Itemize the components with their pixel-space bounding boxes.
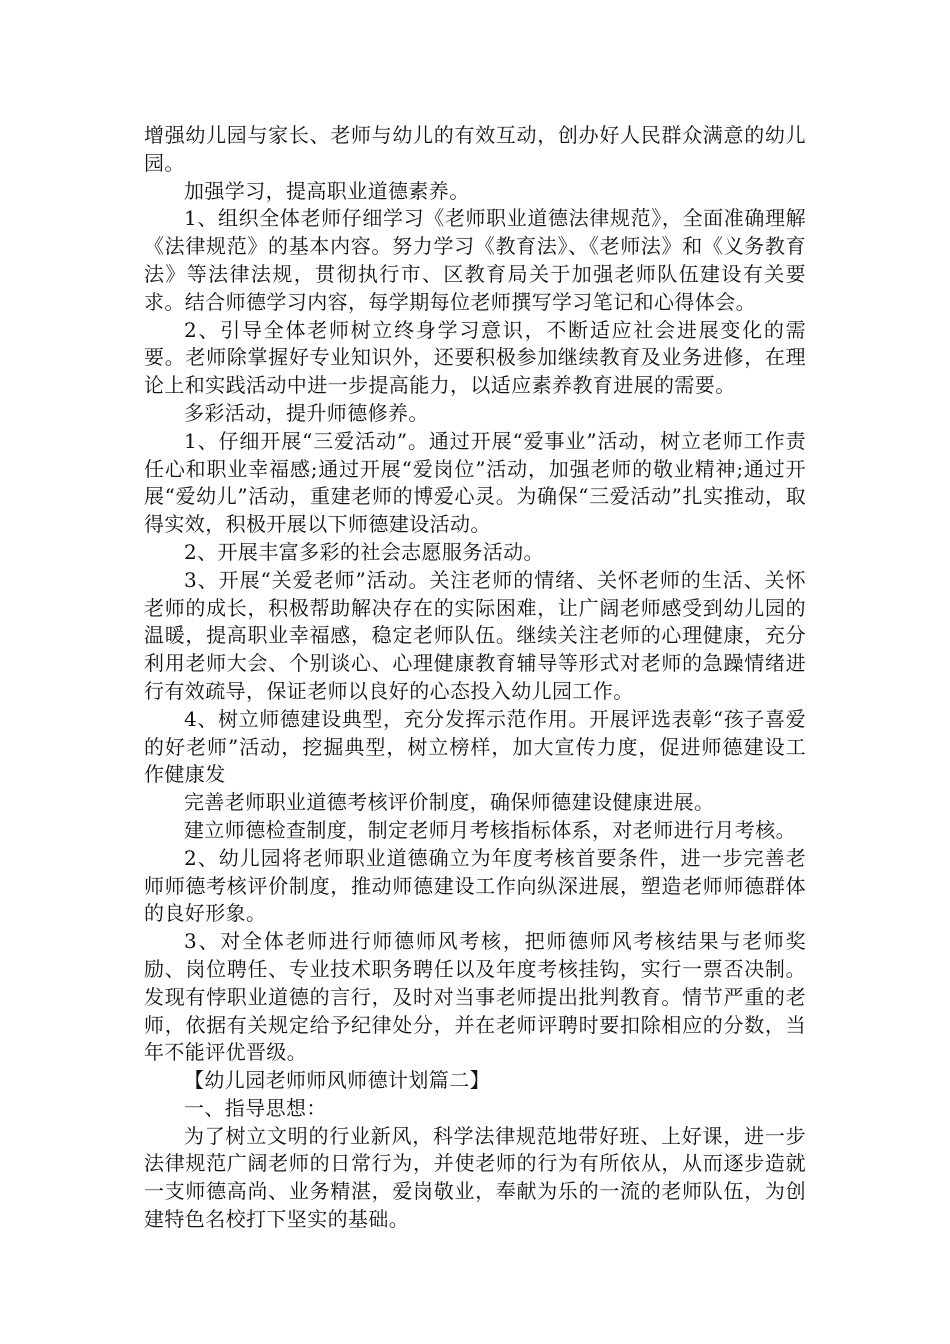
paragraph-9: 4、树立师德建设典型，充分发挥示范作用。开展评选表彰“孩子喜爱的好老师”活动，挖掘典型，树立榜样，加大宣传力度，促进师德建设工作健康发 [144, 706, 806, 787]
paragraph-6: 1、仔细开展“三爱活动”。通过开展“爱事业”活动，树立老师工作责任心和职业幸福感;通过开展“爱岗位”活动，加强老师的敬业精神;通过开展“爱幼儿”活动，重建老师的博爱心灵。为确保“三爱活动”扎实推动，取得实效，积极开展以下师德建设活动。 [144, 428, 806, 537]
document-body [144, 122, 806, 1234]
paragraph-16: 为了树立文明的行业新风，科学法律规范地带好班、上好课，进一步法律规范广阔老师的日常行为，并使老师的行为有所依从，从而逐步造就一支师德高尚、业务精湛，爱岗敬业，奉献为乐的一流的老师队伍，为创建特色名校打下坚实的基础。 [144, 1123, 806, 1232]
paragraph-2: 加强学习，提高职业道德素养。 [184, 178, 470, 203]
subheading-guiding-thought: 一、指导思想： [184, 1095, 327, 1120]
paragraph-4: 2、引导全体老师树立终身学习意识，不断适应社会进展变化的需要。老师除掌握好专业知识外，还要积极参加继续教育及业务进修，在理论上和实践活动中进一步提高能力，以适应素养教育进展的需要。 [144, 317, 806, 398]
paragraph-11: 建立师德检查制度，制定老师月考核指标体系，对老师进行月考核。 [184, 817, 796, 842]
paragraph-7: 2、开展丰富多彩的社会志愿服务活动。 [184, 539, 544, 564]
paragraph-3: 1、组织全体老师仔细学习《老师职业道德法律规范》，全面准确理解《法律规范》的基本内容。努力学习《教育法》、《老师法》和《义务教育法》等法律法规，贯彻执行市、区教育局关于加强老师队伍建设有关要求。结合师德学习内容，每学期每位老师撰写学习笔记和心得体会。 [144, 206, 806, 314]
section-heading: 【幼儿园老师师风师德计划篇二】 [184, 1068, 490, 1093]
paragraph-12: 2、幼儿园将老师职业道德确立为年度考核首要条件，进一步完善老师师德考核评价制度，推动师德建设工作向纵深进展，塑造老师师德群体的良好形象。 [144, 845, 806, 926]
paragraph-5: 多彩活动，提升师德修养。 [184, 400, 429, 425]
paragraph-1: 增强幼儿园与家长、老师与幼儿的有效互动，创办好人民群众满意的幼儿园。 [144, 123, 806, 175]
paragraph-8: 3、开展“关爱老师”活动。关注老师的情绪、关怀老师的生活、关怀老师的成长，积极帮助解决存在的实际困难，让广阔老师感受到幼儿园的温暖，提高职业幸福感，稳定老师队伍。继续关注老师的心理健康，充分利用老师大会、个别谈心、心理健康教育辅导等形式对老师的急躁情绪进行有效疏导，保证老师以良好的心态投入幼儿园工作。 [144, 567, 806, 703]
paragraph-13: 3、对全体老师进行师德师风考核，把师德师风考核结果与老师奖励、岗位聘任、专业技术职务聘任以及年度考核挂钩，实行一票否决制。发现有悖职业道德的言行，及时对当事老师提出批判教育。情节严重的老师，依据有关规定给予纪律处分，并在老师评聘时要扣除相应的分数，当年不能评优晋级。 [144, 929, 806, 1065]
paragraph-10: 完善老师职业道德考核评价制度，确保师德建设健康进展。 [184, 790, 715, 815]
